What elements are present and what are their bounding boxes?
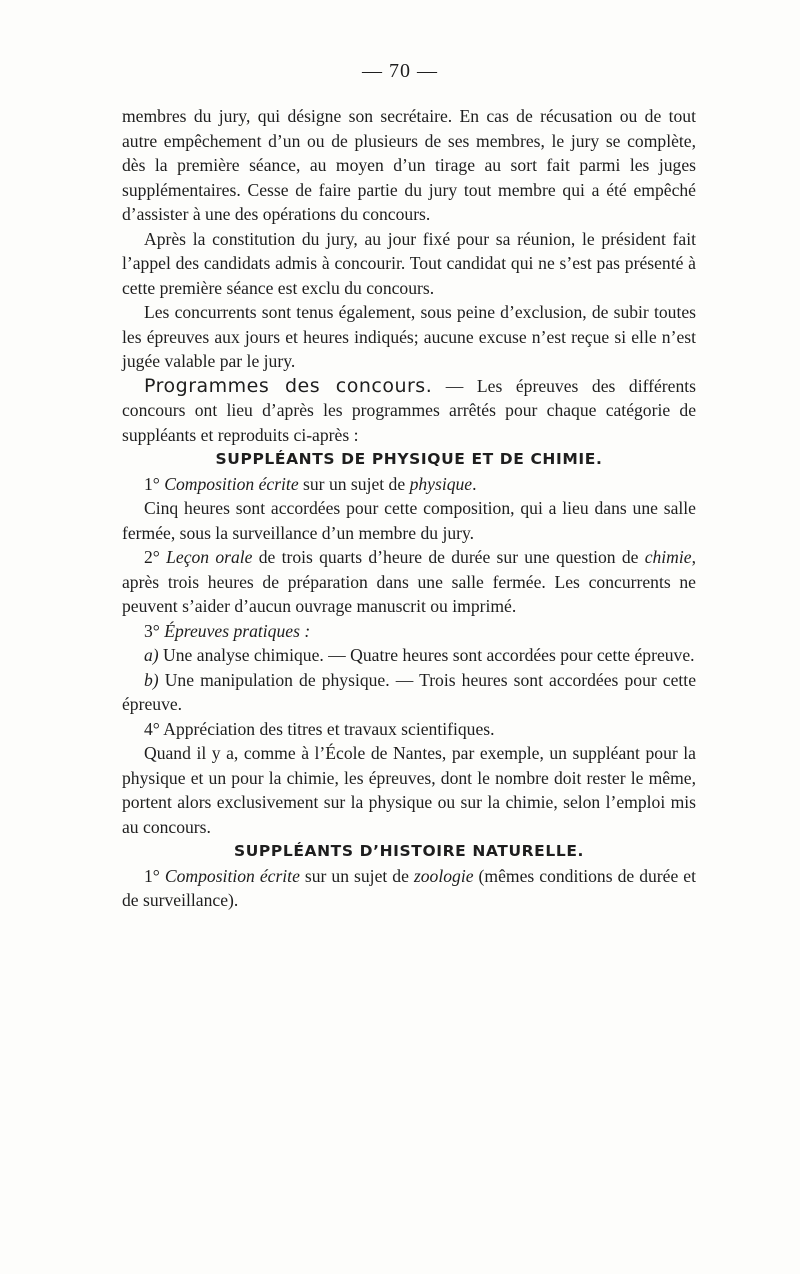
- item-composition-zoologie: [122, 864, 696, 913]
- item-text: sur un sujet de: [299, 865, 414, 886]
- page-number: — 70 —: [362, 60, 438, 82]
- programmes-text: — Les épreuves des différents concours ont lieu d’après les programmes arrêtés pour chaque catégorie de suppléants et reproduits ci-après :: [122, 375, 696, 445]
- item-epreuves-pratiques: [122, 619, 696, 644]
- paragraph-jury-members: membres du jury, qui désigne son secrétaire. En cas de récusation ou de tout autre empêchement d’un ou de plusieurs de ses membres, le jury se complète, dès la première séance, au moyen d’un tirage au sort fait parmi les juges supplémentaires. Cesse de faire partie du jury tout membre qui a été empêché d’assister à une des opérations du concours.: [122, 106, 696, 224]
- item-letter: b): [144, 669, 159, 690]
- paragraph-programmes: [122, 374, 696, 448]
- item-subject: physique: [409, 473, 473, 494]
- item-text-end: (mêmes conditions de durée et de surveillance).: [122, 865, 696, 910]
- item-letter: a): [144, 645, 159, 665]
- item-subject: chimie: [644, 547, 692, 567]
- item-number: 3°: [144, 620, 160, 641]
- paragraph-jury-constitution: Après la constitution du jury, au jour fixé pour sa réunion, le président fait l’appel des candidats admis à concourir. Tout candidat qui ne s’est pas présenté à cette première séance est exclu du concours.: [122, 228, 696, 298]
- page-body: [122, 104, 696, 913]
- item-analyse-chimique: [122, 643, 696, 668]
- item-text: de trois quarts d’heure de durée sur une question de: [252, 547, 645, 567]
- item-label: Composition écrite: [164, 865, 300, 886]
- item-text-end: .: [472, 473, 477, 494]
- section-title-programmes: Programmes des concours.: [144, 374, 433, 397]
- item-text-end: , après trois heures de préparation dans une salle fermée. Les concurrents ne peuvent s’aider d’aucun ouvrage manuscrit ou imprimé.: [122, 547, 696, 616]
- paragraph-candidates-obligations: Les concurrents sont tenus également, sous peine d’exclusion, de subir toutes les épreuves aux jours et heures indiqués; aucune excuse n’est reçue si elle n’est jugée valable par le jury.: [122, 302, 696, 371]
- item-text: Une manipulation de physique. — Trois heures sont accordées pour cette épreuve.: [122, 669, 696, 714]
- item-text: sur un sujet de: [298, 473, 410, 494]
- item-lecon-orale: [122, 545, 696, 619]
- heading-histoire-naturelle: SUPPLÉANTS D’HISTOIRE NATURELLE.: [233, 842, 584, 860]
- item-number: 1°: [144, 473, 160, 494]
- item-text: Une analyse chimique. — Quatre heures sont accordées pour cette épreuve.: [158, 645, 695, 665]
- item-label: Leçon orale: [166, 547, 253, 567]
- item-manipulation-physique: [122, 668, 696, 717]
- item-composition-ecrite: [122, 472, 696, 497]
- item-appreciation-titres: 4° Appréciation des titres et travaux scientifiques.: [144, 718, 495, 739]
- item-number: 2°: [144, 547, 160, 567]
- item-label: Épreuves pratiques :: [164, 620, 311, 641]
- item-number: 1°: [144, 865, 160, 886]
- item-composition-details: Cinq heures sont accordées pour cette composition, qui a lieu dans une salle fermée, sous la surveillance d’un membre du jury.: [122, 498, 696, 543]
- heading-physique-chimie: SUPPLÉANTS DE PHYSIQUE ET DE CHIMIE.: [215, 450, 603, 468]
- item-subject: zoologie: [413, 865, 474, 886]
- paragraph-nantes-note: Quand il y a, comme à l’École de Nantes, par exemple, un suppléant pour la physique et un pour la chimie, les épreuves, dont le nombre doit rester le même, portent alors exclusivement sur la physique ou sur la chimie, selon l’emploi mis au concours.: [122, 743, 696, 837]
- item-label: Composition écrite: [164, 473, 299, 494]
